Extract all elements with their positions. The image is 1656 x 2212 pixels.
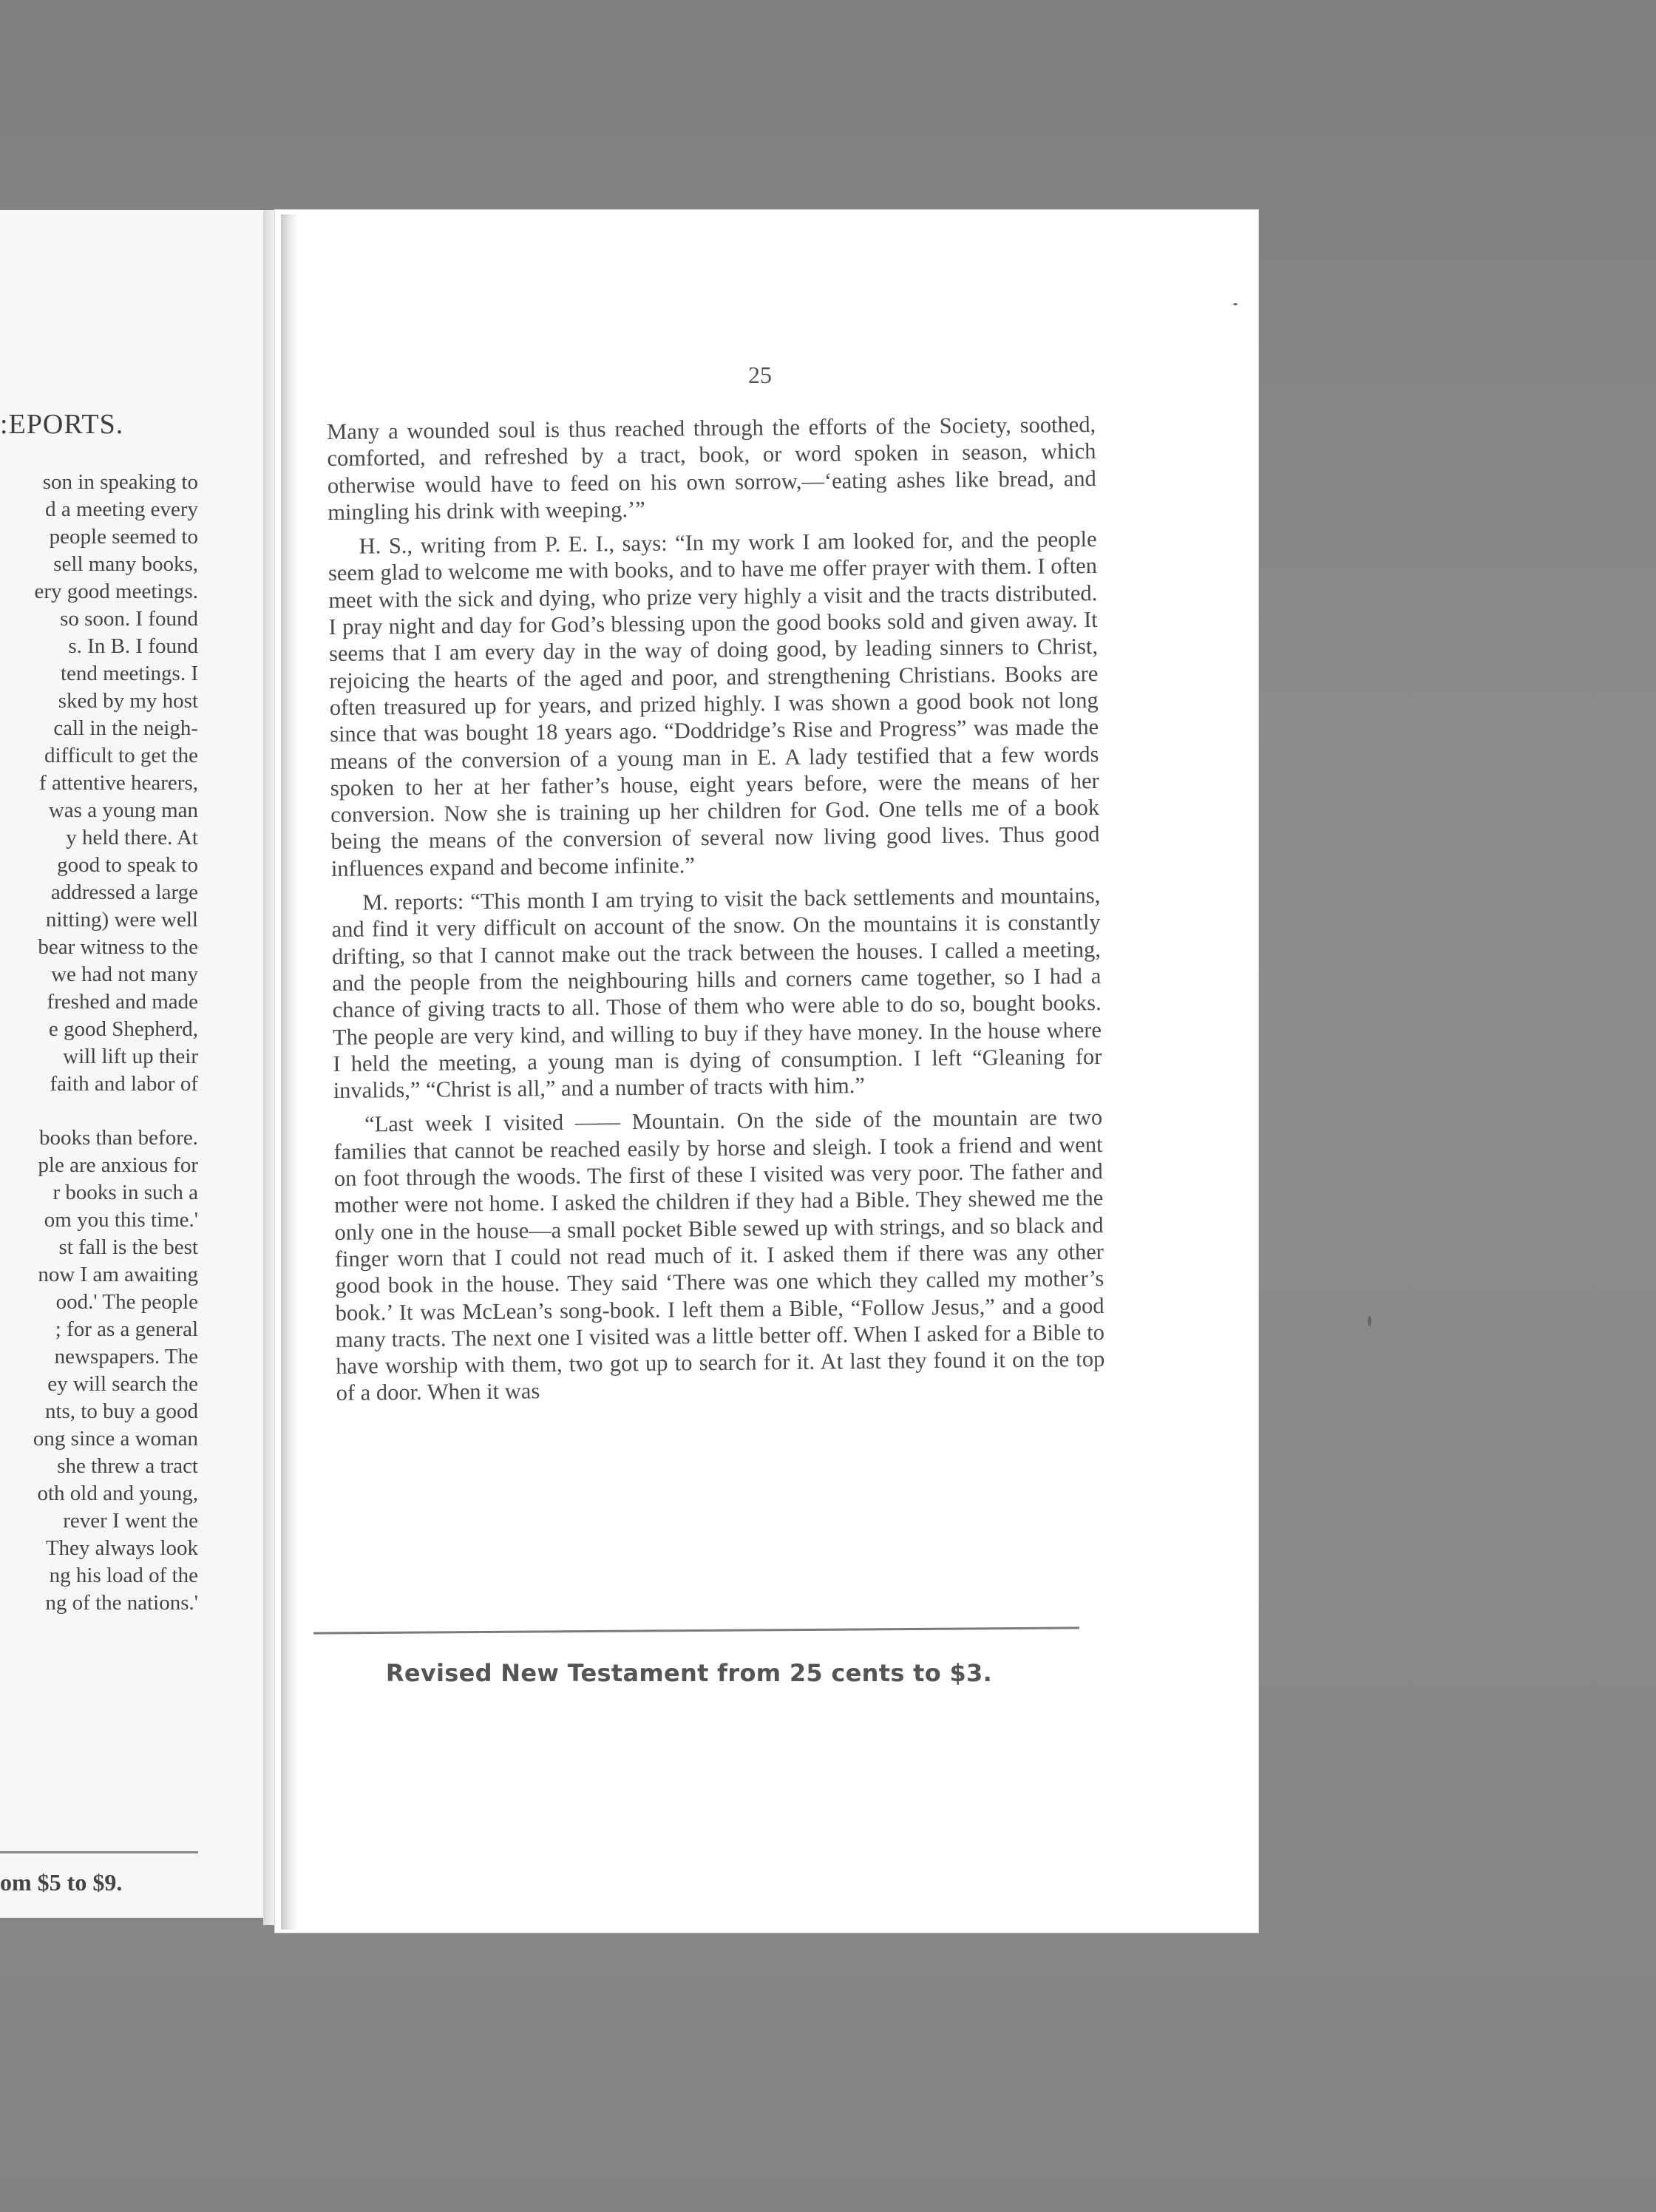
page-number: 25 <box>748 362 772 388</box>
text-line: nitting) were well <box>45 908 198 932</box>
text-line: newspapers. The <box>54 1345 198 1368</box>
text-line: now I am awaiting <box>38 1263 198 1286</box>
text-line: r books in such a <box>52 1181 198 1204</box>
text-line: ood.' The people <box>55 1290 198 1314</box>
text-line: f attentive hearers, <box>39 771 198 795</box>
body-text <box>327 411 1105 1414</box>
text-line: son in speaking to <box>42 470 198 494</box>
page-fold-shadow <box>281 214 297 1930</box>
text-line: st fall is the best <box>58 1235 198 1259</box>
scan-speck <box>1368 1316 1371 1326</box>
text-line: y held there. At <box>66 826 198 849</box>
text-line: bear witness to the <box>38 935 198 959</box>
text-line: ; for as a general <box>55 1317 198 1341</box>
left-page-footer: om $5 to $9. <box>0 1869 123 1896</box>
text-line: rever I went the <box>63 1509 198 1533</box>
paragraph: “Last week I visited —— Mountain. On the side of the mountain are two families that cannot be reached easily by horse and sleigh. I took a friend and went on foot through the woods. The first of these I visited was very poor. The father and mother were not home. I asked the children if they had a Bible. They shewed me the only one in the house—a small pocket Bible sewed up with strings, and so black and finger worn that I could not read much of it. I asked them if there was any other good book in the house. They said ‘There was one which they called my mother’s book.’ It was McLean’s song-book. I left them a Bible, “Follow Jesus,” and a good many tracts. The next one I visited was a little better off. When I asked for a Bible to have worship with them, two got up to search for it. At last they found it on the top of a door. When it was <box>333 1105 1105 1406</box>
page-footer: Revised New Testament from 25 cents to $3. <box>385 1659 993 1687</box>
footer-rule <box>313 1626 1079 1634</box>
text-line: sell many books, <box>53 552 198 576</box>
text-line: faith and labor of <box>50 1072 198 1096</box>
text-line: tend meetings. I <box>60 662 198 685</box>
text-line: will lift up their <box>63 1045 198 1068</box>
paragraph: Many a wounded soul is thus reached through the efforts of the Society, soothed, comforted, and refreshed by a tract, book, or word spoken in season, which otherwise would have to feed on his own sorrow,—‘eating ashes like bread, and mingling his drink with weeping.’” <box>327 412 1096 525</box>
text-line: difficult to get the <box>44 744 198 767</box>
text-line: d a meeting every <box>45 498 198 521</box>
text-line: om you this time.' <box>44 1208 198 1232</box>
text-line: sked by my host <box>58 689 198 713</box>
text-line: nts, to buy a good <box>44 1400 198 1423</box>
paragraph: M. reports: “This month I am trying to visit the back settlements and mountains, and find it very difficult on account of the snow. On the mountains it is constantly drifting, so that I cannot make out the track between the houses. I called a meeting, and the people from the neighbouring hills and corners came together, so I had a chance of giving tracts to all. Those of them who were able to do so, bought books. The people are very kind, and willing to buy if they have money. In the house where I held the meeting, a young man is dying of consumption. I left “Gleaning for invalids,” “Christ is all,” and a number of tracts with him.” <box>331 883 1102 1104</box>
left-footer-rule <box>0 1851 198 1853</box>
text-line: ple are anxious for <box>38 1153 198 1177</box>
text-line: ong since a woman <box>33 1427 198 1451</box>
text-line: books than before. <box>38 1126 198 1150</box>
text-line: addressed a large <box>50 881 198 904</box>
text-line: ery good meetings. <box>34 580 198 603</box>
text-line: They always look <box>45 1536 198 1560</box>
text-line: people seemed to <box>49 525 198 549</box>
scan-speck <box>1233 303 1238 305</box>
text-line: oth old and young, <box>37 1482 198 1505</box>
text-line: she threw a tract <box>57 1454 198 1478</box>
text-line: good to speak to <box>57 853 198 877</box>
paragraph-gap <box>0 1098 198 1124</box>
text-line: freshed and made <box>47 990 198 1014</box>
paragraph: H. S., writing from P. E. I., says: “In my work I am looked for, and the people seem glad to welcome me with books, and to have me offer prayer with them. I often meet with the sick and dying, who prize very highly a visit and the tracts distributed. I pray night and day for God’s blessing upon the good books sold and given away. It seems that I am every day in the way of doing good, by leading sinners to Christ, rejoicing the hearts of the aged and poor, and strengthening Christians. Books are often treasured up for years, and prized highly. I was shown a good book not long since that was bought 18 years ago. “Doddridge’s Rise and Progress” was made the means of the conversion of a young man in E. A lady testified that a few words spoken to her at her father’s house, eight years before, were the means of her conversion. Now she is training up her children for God. One tells me of a book being the means of the conversion of several now living good lives. Thus good influences expand and become infinite.” <box>328 526 1100 881</box>
text-line: ng his load of the <box>49 1564 198 1587</box>
right-page <box>275 210 1258 1933</box>
left-page-heading: :EPORTS. <box>0 409 124 440</box>
left-page-text <box>0 469 198 1617</box>
text-line: e good Shepherd, <box>48 1017 198 1041</box>
text-line: s. In B. I found <box>68 634 198 658</box>
text-line: ng of the nations.' <box>45 1591 198 1615</box>
text-line: so soon. I found <box>60 607 198 631</box>
left-page <box>0 210 263 1918</box>
text-line: call in the neigh- <box>53 716 198 740</box>
text-line: ey will search the <box>47 1372 198 1396</box>
text-line: was a young man <box>48 798 198 822</box>
text-line: we had not many <box>51 963 198 986</box>
